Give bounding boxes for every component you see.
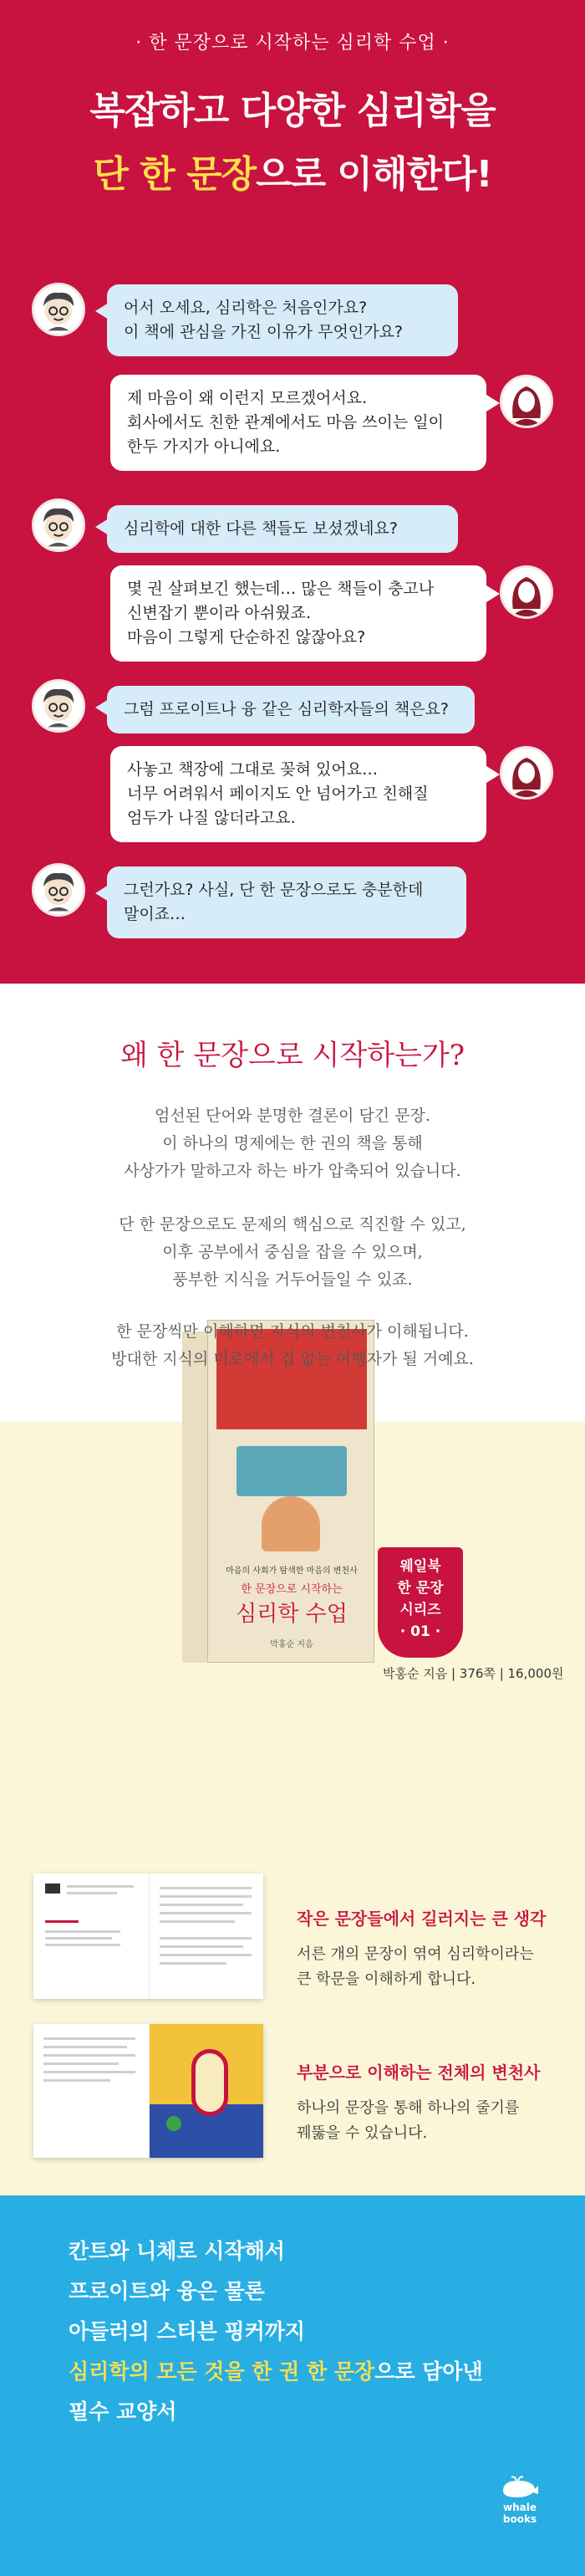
author-avatar-icon — [32, 679, 85, 733]
reader-avatar-icon — [500, 565, 553, 619]
headline-highlight: 단 한 문장 — [93, 153, 257, 196]
chat-bubble-author: 그런가요? 사실, 단 한 문장으로도 충분한데 말이죠… — [107, 866, 466, 938]
whale-icon — [500, 2476, 540, 2499]
publisher-logo: whale books — [495, 2476, 545, 2525]
closing-line: 프로이트와 융은 물론 — [69, 2279, 265, 2303]
chat-bubble-author: 그럼 프로이트나 융 같은 심리학자들의 책은요? — [107, 686, 475, 733]
why-paragraph: 엄선된 단어와 분명한 결론이 담긴 문장. 이 하나의 명제에는 한 권의 책을 통해 사상가가 말하고자 하는 바가 압축되어 있습니다. — [124, 1107, 461, 1180]
why-paragraph: 단 한 문장으로도 문제의 핵심으로 직진할 수 있고, 이후 공부에서 중심을 잡을 수 있으며, 풍부한 지식을 거두어들일 수 있죠. — [119, 1215, 466, 1289]
headline-line-1: 복잡하고 다양한 심리학을 — [89, 89, 496, 132]
reader-avatar-icon — [500, 375, 553, 428]
closing-highlight-line: 심리학의 모든 것을 한 권 한 문장으로 담아낸 — [69, 2359, 483, 2384]
author-avatar-icon — [32, 283, 85, 336]
chat-bubble-reader: 사놓고 책장에 그대로 꽂혀 있어요… 너무 어려워서 페이지도 안 넘어가고 친해질 엄두가 나질 않더라고요. — [110, 746, 486, 842]
author-avatar-icon — [32, 498, 85, 552]
series-badge: 웨일북 한 문장 시리즈 · 01 · — [378, 1547, 463, 1658]
cover-author: 박홍순 지음 — [270, 1640, 313, 1649]
closing-line: 필수 교양서 — [69, 2400, 177, 2424]
cover-subtitle: 마음의 사회가 탐색한 마음의 변천사 — [226, 1567, 358, 1576]
series-tagline: · 한 문장으로 시작하는 심리학 수업 · — [135, 33, 450, 54]
feature-desc: 하나의 문장을 통해 하나의 줄기를 꿰뚫을 수 있습니다. — [297, 2099, 520, 2142]
headline-line-2 — [0, 144, 585, 197]
feature-desc: 서른 개의 문장이 엮여 심리학이라는 큰 학문을 이해하게 합니다. — [297, 1945, 534, 1988]
cover-main-title: 심리학 수업 — [236, 1602, 348, 1627]
feature-title: 작은 문장들에서 길러지는 큰 생각 — [297, 1909, 547, 1929]
headline-rest: 으로 이해한다! — [256, 153, 492, 196]
reader-avatar-icon — [500, 746, 553, 800]
chat-bubble-reader: 제 마음이 왜 이런지 모르겠어서요. 회사에서도 친한 관계에서도 마음 쓰이는 일이 한두 가지가 아니에요. — [110, 375, 486, 471]
closing-line: 칸트와 니체로 시작해서 — [69, 2239, 285, 2263]
why-paragraph: 한 문장씩만 이해하면 지식의 변천사가 이해됩니다. 방대한 지식의 미로에서 겁 없는 여행자가 될 거예요. — [111, 1322, 474, 1368]
book-info: 박홍순 지음 | 376쪽 | 16,000원 — [383, 1666, 564, 1681]
book-spread-image — [33, 1873, 263, 1999]
author-avatar-icon — [32, 863, 85, 917]
closing-line: 아들러의 스티븐 핑커까지 — [69, 2319, 306, 2343]
chat-bubble-author: 어서 오세요, 심리학은 처음인가요? 이 책에 관심을 가진 이유가 무엇인가요? — [107, 284, 458, 356]
book-spine — [182, 1331, 207, 1663]
cover-small-title: 한 문장으로 시작하는 — [241, 1583, 343, 1596]
book-spread-image — [33, 2024, 263, 2158]
chat-bubble-author: 심리학에 대한 다른 책들도 보셨겠네요? — [107, 505, 458, 553]
chat-bubble-reader: 몇 권 살펴보긴 했는데… 많은 책들이 충고나 신변잡기 뿐이라 아쉬웠죠. 마음이 그렇게 단순하진 않잖아요? — [110, 565, 486, 662]
feature-title: 부분으로 이해하는 전체의 변천사 — [297, 2062, 541, 2083]
why-title: 왜 한 문장으로 시작하는가? — [120, 1039, 465, 1072]
